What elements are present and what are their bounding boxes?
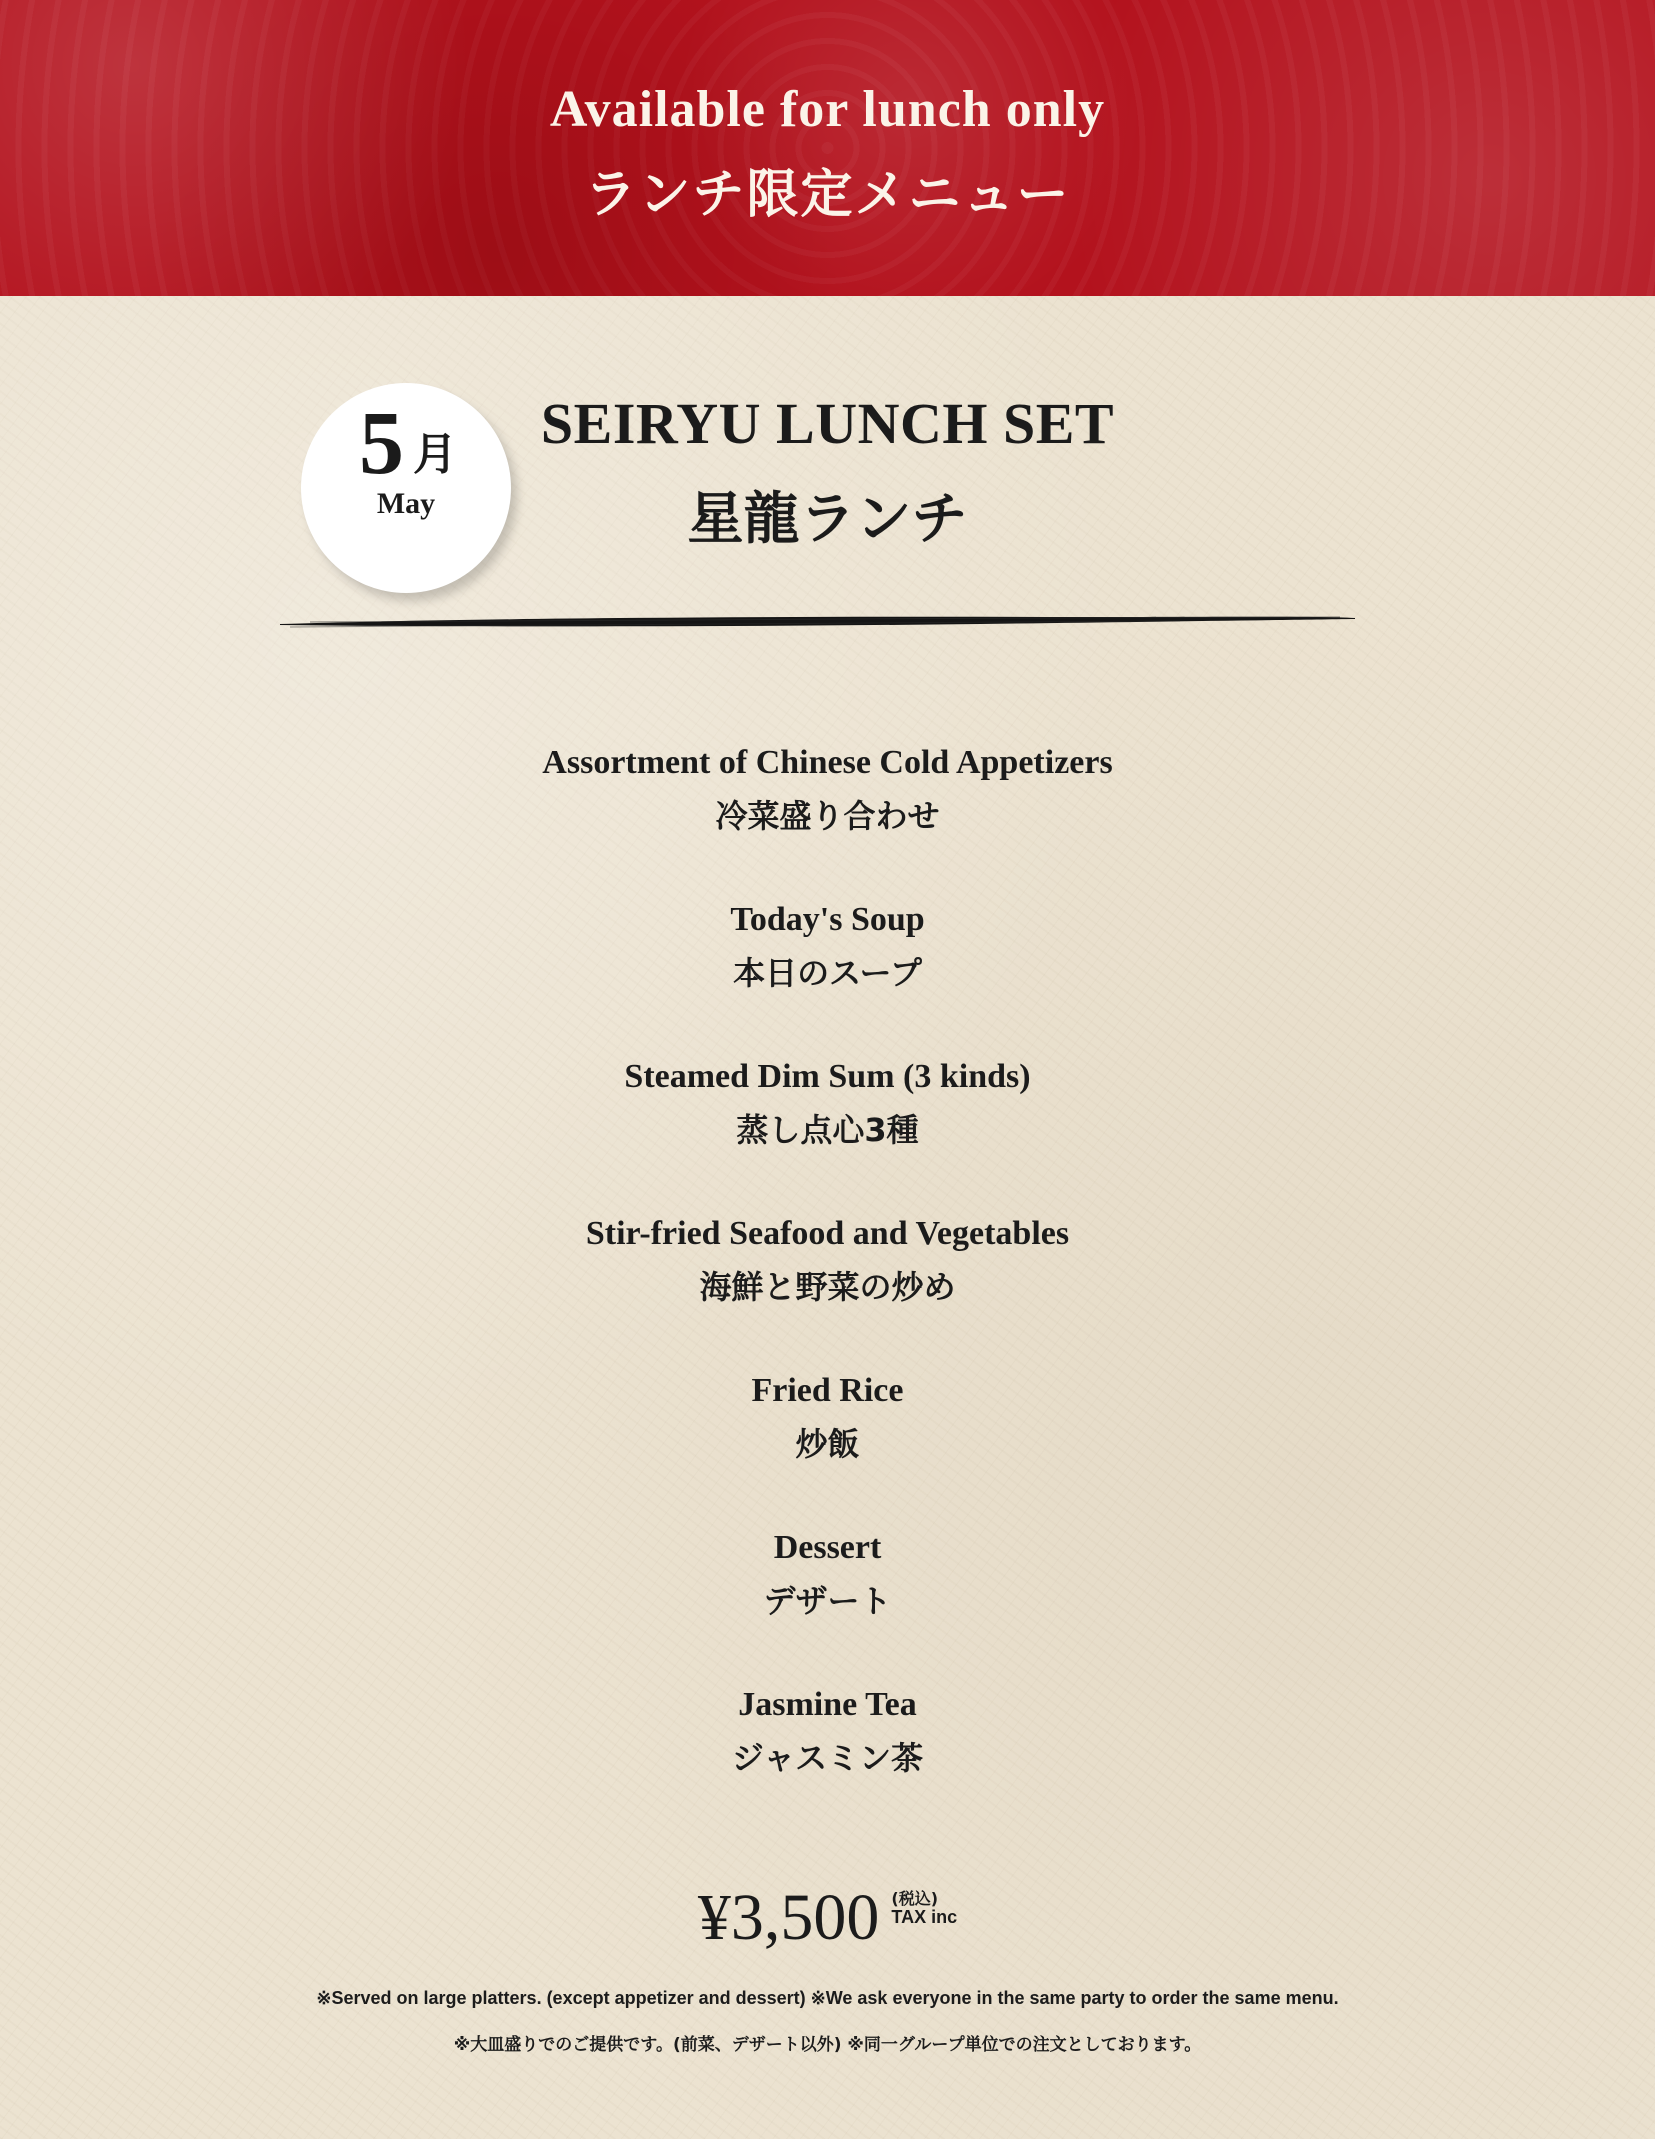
menu-item-ja: 本日のスープ — [733, 954, 922, 992]
menu-item — [0, 892, 1655, 1049]
banner-title-ja: ランチ限定メニュー — [584, 165, 1071, 225]
set-title-en: SEIRYU LUNCH SET — [540, 391, 1115, 456]
month-kanji: 月 — [413, 429, 457, 480]
menu-item-en: Assortment of Chinese Cold Appetizers — [542, 744, 1113, 781]
menu-item-en: Fried Rice — [751, 1372, 904, 1409]
month-english: May — [376, 487, 436, 520]
menu-item — [0, 1049, 1655, 1206]
menu-item-ja: 冷菜盛り合わせ — [715, 797, 940, 835]
menu-item-en: Stir-fried Seafood and Vegetables — [585, 1215, 1070, 1252]
footnote-ja: ※大皿盛りでのご提供です。(前菜、デザート以外) ※同一グループ単位での注文としております。 — [453, 2035, 1202, 2055]
menu-item-ja: ジャスミン茶 — [731, 1739, 924, 1777]
month-badge — [301, 383, 511, 593]
menu-item-ja: 炒飯 — [795, 1425, 860, 1463]
menu-item — [0, 1520, 1655, 1677]
menu-item-en: Today's Soup — [730, 901, 925, 938]
menu-item-en: Jasmine Tea — [738, 1686, 917, 1723]
menu-item-ja: デザート — [763, 1582, 892, 1620]
tax-note — [891, 1890, 957, 1927]
menu-item-ja: 蒸し点心3種 — [736, 1111, 919, 1149]
menu-item — [0, 1677, 1655, 1834]
menu-list — [0, 735, 1655, 1834]
menu-item — [0, 1206, 1655, 1363]
set-title-ja: 星龍ランチ — [687, 487, 968, 552]
menu-item — [0, 1363, 1655, 1520]
header-banner — [0, 0, 1655, 296]
menu-item-en: Steamed Dim Sum (3 kinds) — [624, 1058, 1031, 1095]
menu-item-en: Dessert — [773, 1529, 882, 1566]
price-block — [0, 1880, 1655, 1956]
price-amount: ¥3,500 — [697, 1881, 880, 1954]
tax-note-ja: (税込) — [891, 1889, 939, 1908]
banner-title-en: Available for lunch only — [549, 81, 1106, 138]
menu-item-ja: 海鮮と野菜の炒め — [699, 1268, 956, 1306]
brush-divider — [280, 612, 1355, 632]
footnote-en: ※Served on large platters. (except appetizer and dessert) ※We ask everyone in the same party to order the same menu. — [316, 1988, 1339, 2008]
menu-item — [0, 735, 1655, 892]
month-number: 5 — [359, 394, 404, 493]
tax-note-en: TAX inc — [891, 1906, 958, 1927]
